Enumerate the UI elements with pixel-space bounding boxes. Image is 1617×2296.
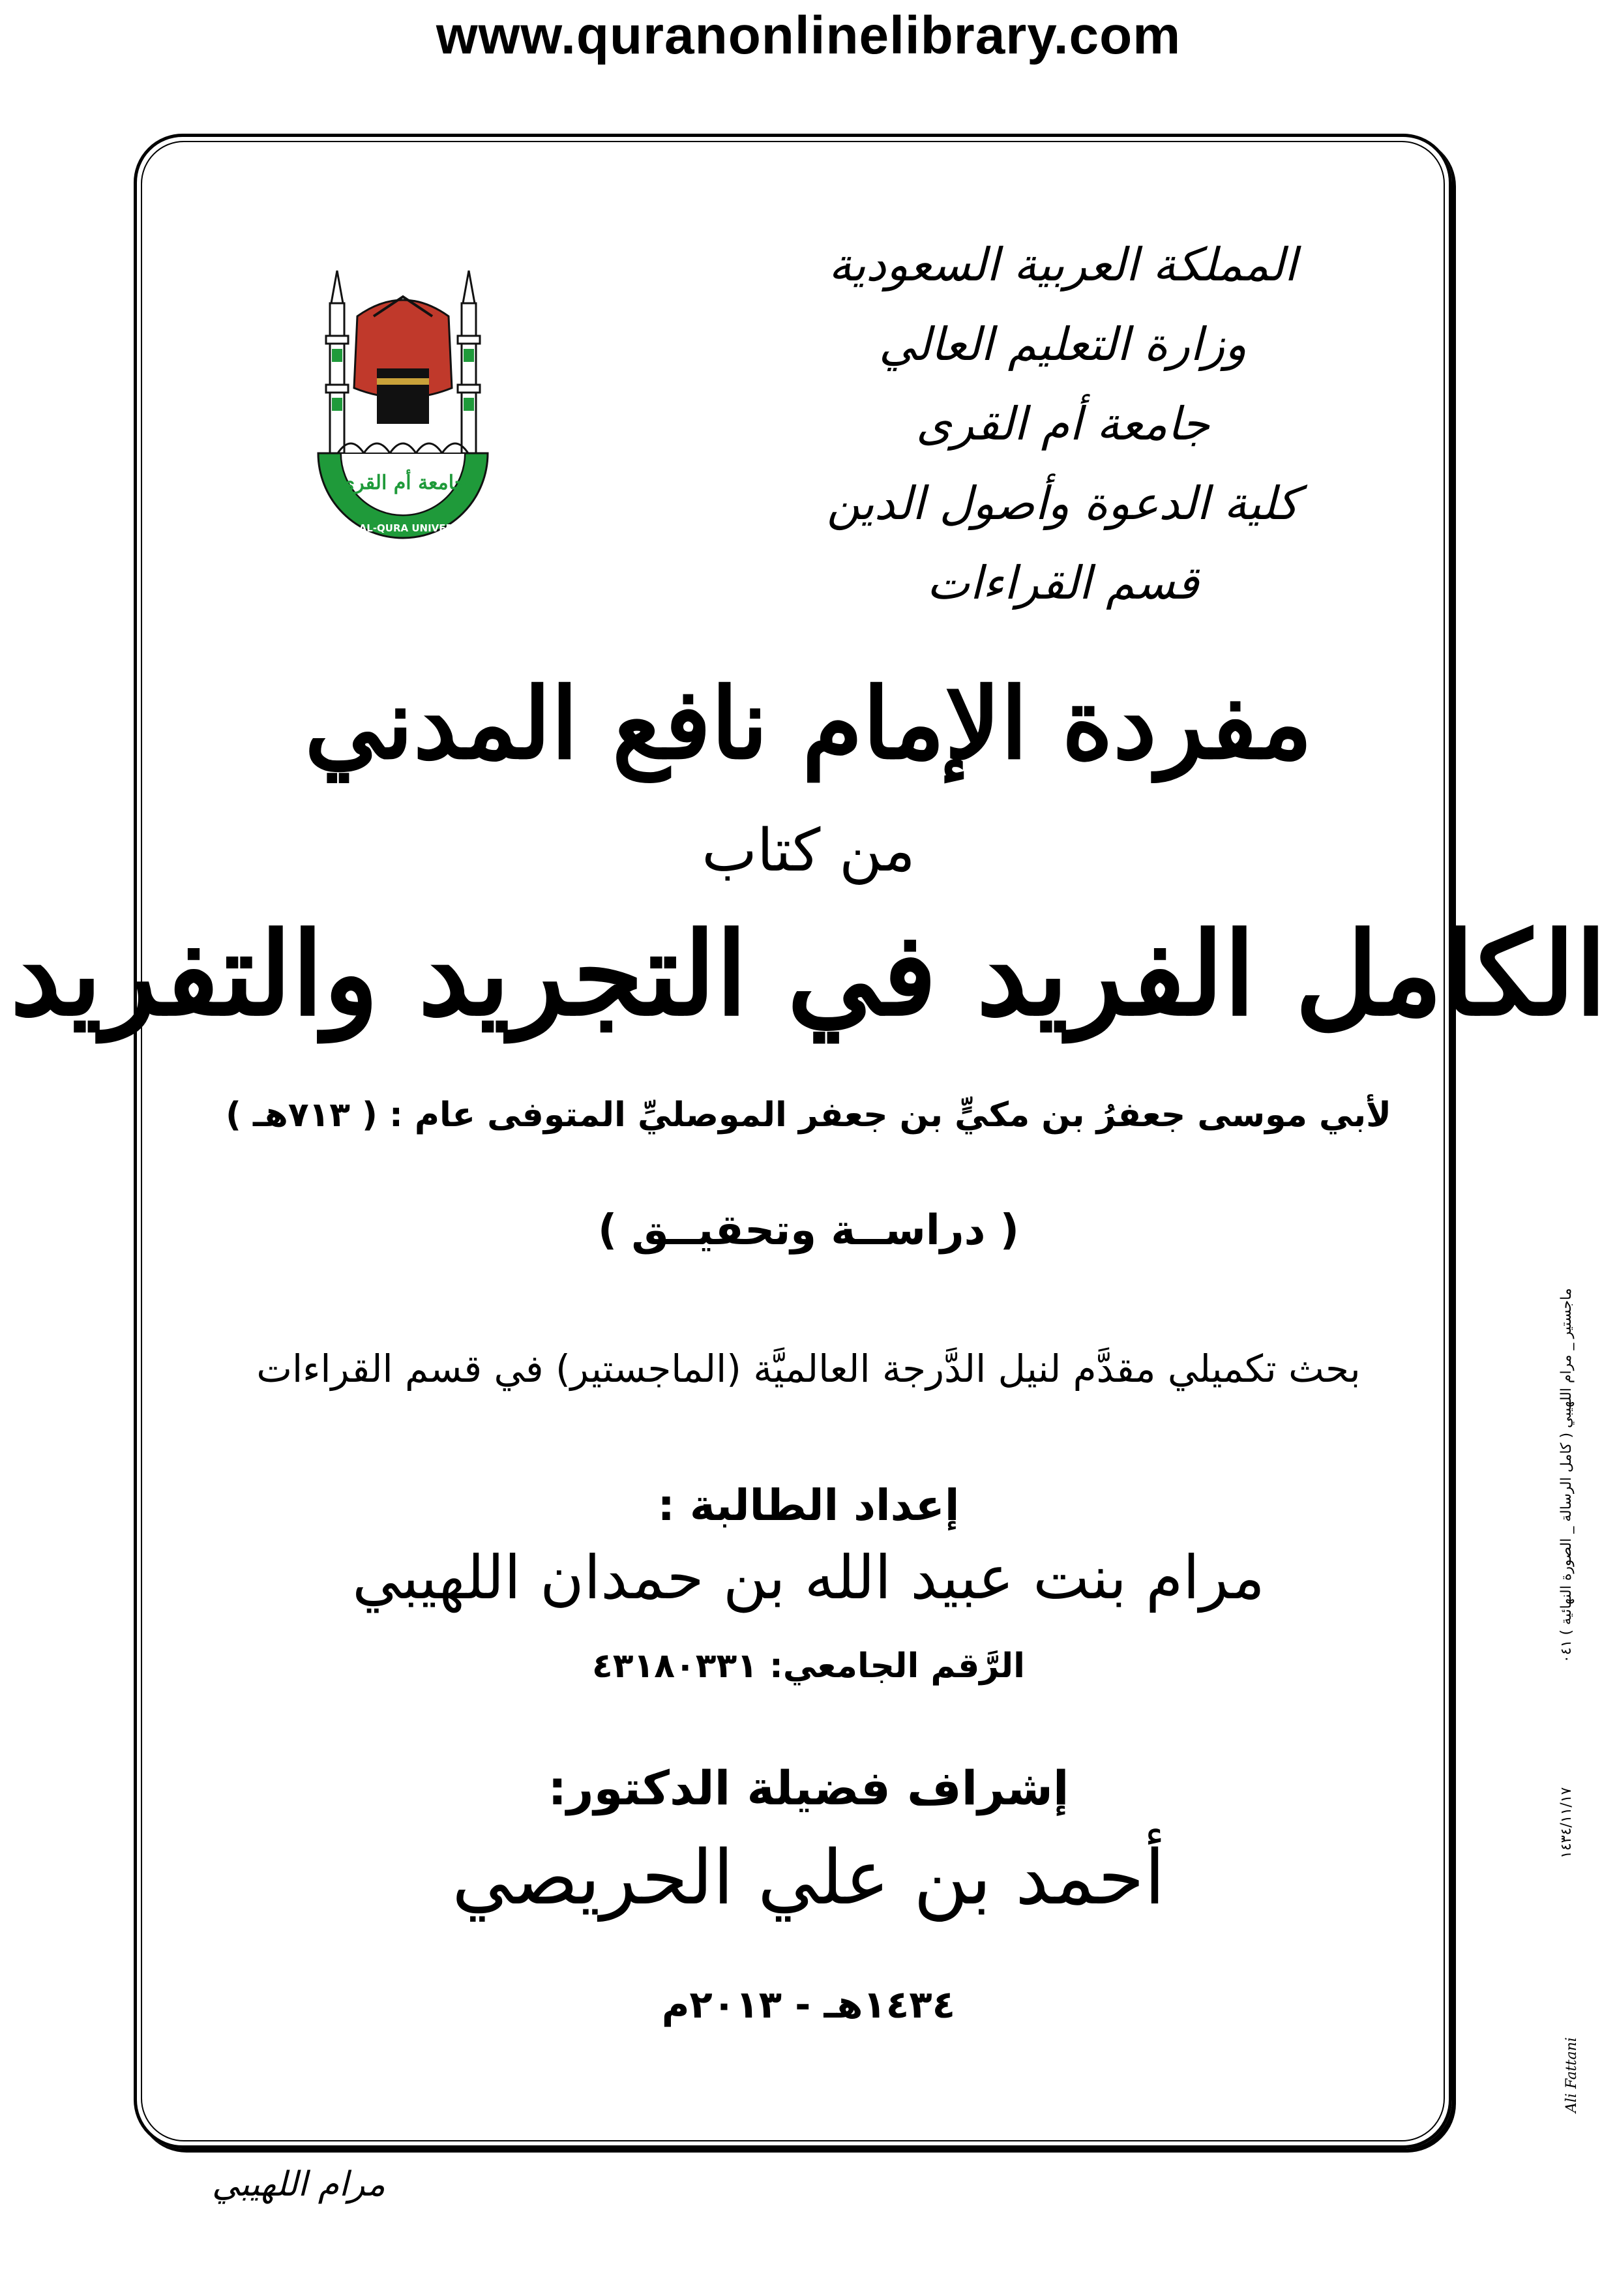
student-name: مرام بنت عبيد الله بن حمدان اللهيبي (352, 1543, 1265, 1613)
header-kingdom: المملكة العربية السعودية (828, 238, 1298, 291)
logo-english-text: UMM AL-QURA UNIVERSITY (328, 522, 478, 534)
student-id: الرَّقم الجامعي: ٤٣١٨٠٣٣١ (592, 1647, 1025, 1686)
date-line: ١٤٣٤هـ - ٢٠١٣م (661, 1982, 956, 2027)
logo-arabic-text: جامعة أم القرى (339, 471, 467, 494)
institution-header (815, 225, 1311, 623)
from-book-label: من كتاب (702, 816, 915, 885)
preparation-label: إعداد الطالبة : (657, 1480, 960, 1530)
book-title: الكامل الفريد في التجريد والتفريد (10, 908, 1607, 1041)
website-url[interactable]: www.quranonlinelibrary.com (436, 6, 1181, 65)
author-line: لأبي موسى جعفرُ بن مكيٍّ بن جعفر الموصليِّ المتوفى عام : ( ٧١٣هـ ) (226, 1096, 1391, 1135)
research-line: بحث تكميلي مقدَّم لنيل الدَّرجة العالميَّة (الماجستير) في قسم القراءات (256, 1347, 1361, 1391)
signature: مرام اللهيبي (212, 2165, 385, 2204)
university-logo (312, 258, 494, 551)
header-department: قسم القراءات (927, 556, 1199, 610)
side-name: Ali Fattani (1564, 2037, 1580, 2113)
side-note-text: ماجستير _ مرام اللهيبي ( كامل الرسالة _ الصورة النهائية ) ٠٤١ (1558, 1288, 1575, 1663)
header-ministry: وزارة التعليم العالي (878, 318, 1247, 371)
header-university: جامعة أم القرى (915, 397, 1210, 451)
main-title: مفردة الإمام نافع المدني (304, 666, 1313, 781)
supervisor-name: أحمد بن علي الحريصي (452, 1834, 1165, 1922)
side-date: ١٤٣٤/١١/١٧ (1558, 1787, 1575, 1858)
supervision-label: إشراف فضيلة الدكتور: (548, 1761, 1069, 1815)
header-college: كلية الدعوة وأصول الدين (826, 477, 1299, 530)
study-line: ( دراســة وتحقيــق ) (597, 1206, 1020, 1255)
